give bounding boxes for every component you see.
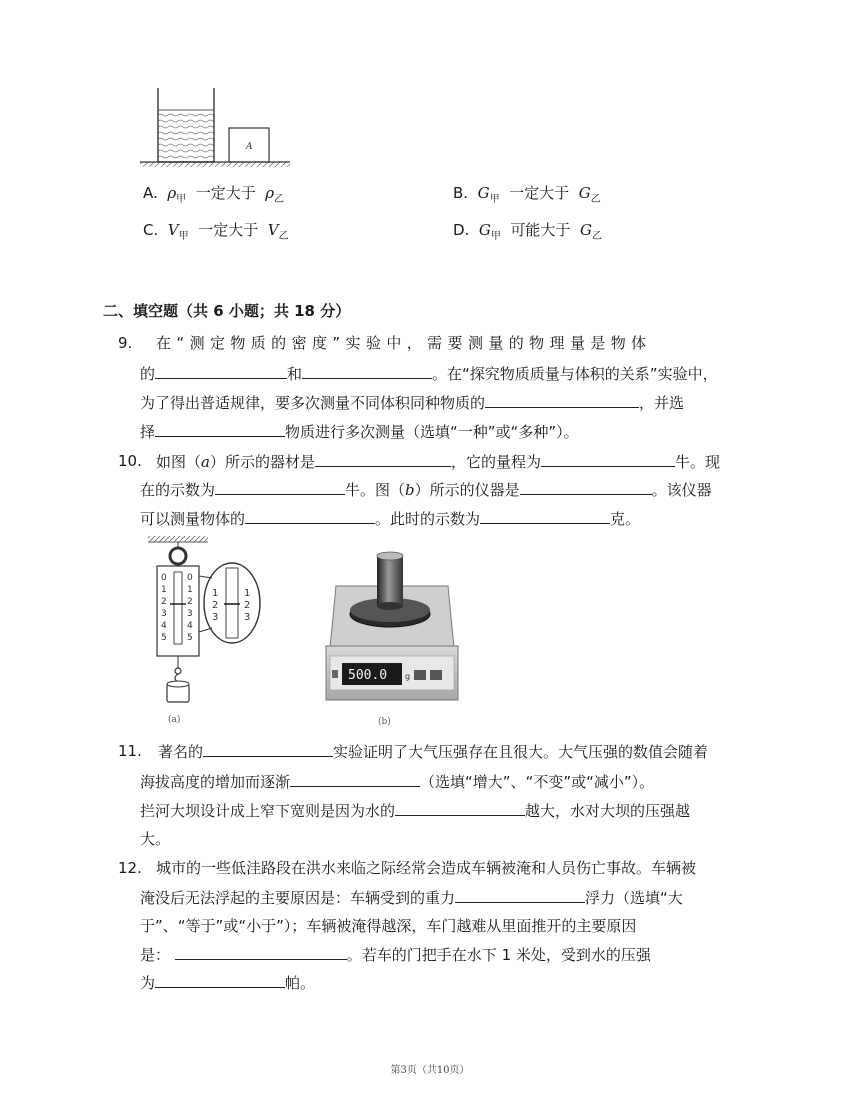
q12-line5: 为 帕。 (140, 971, 315, 994)
q10-blank-5[interactable] (245, 507, 375, 524)
svg-text:(a): (a) (168, 715, 181, 725)
balance-button-2 (430, 670, 442, 680)
svg-text:0: 0 (187, 573, 193, 583)
q11-blank-3[interactable] (395, 799, 525, 816)
svg-text:g: g (405, 672, 411, 681)
container-block-figure (138, 88, 308, 170)
svg-text:5: 5 (161, 633, 167, 643)
q9-number: 9. (118, 334, 133, 352)
svg-text:3: 3 (187, 609, 193, 619)
option-a[interactable]: A. $\rho_甲$ 一定大于 $\rho_乙$ (143, 184, 285, 205)
q10-blank-2[interactable] (541, 450, 675, 467)
balance-button-1 (414, 670, 426, 680)
q12-line4: 是： 。若车的门把手在水下 1 米处，受到水的压强 (140, 943, 651, 966)
q9-blank-4[interactable] (155, 420, 285, 437)
svg-text:5: 5 (187, 633, 193, 643)
svg-text:4: 4 (161, 621, 167, 631)
svg-text:1: 1 (212, 588, 219, 599)
q10-line1: 如图（a）所示的器材是 ，它的量程为 牛。现 (156, 450, 720, 473)
q11-line4: 大。 (140, 830, 171, 848)
page-footer: 第3页（共10页） (390, 1065, 470, 1076)
q10-blank-6[interactable] (480, 507, 610, 524)
q10-blank-4[interactable] (520, 478, 652, 495)
q12-blank-2[interactable] (175, 943, 347, 960)
svg-text:0: 0 (161, 573, 167, 583)
option-d[interactable]: D. $G_甲$ 可能大于 $G_乙$ (453, 221, 602, 242)
q11-line1: 著名的 实验证明了大气压强存在且很大。大气压强的数值会随着 (158, 740, 708, 763)
q9-blank-3[interactable] (485, 391, 639, 408)
q12-line1: 城市的一些低洼路段在洪水来临之际经常会造成车辆被淹和人员伤亡事故。车辆被 (156, 859, 697, 877)
q9-line4: 择 物质进行多次测量（选填“一种”或“多种”）。 (140, 420, 579, 443)
spring-scale-figure (140, 536, 275, 726)
q11-blank-1[interactable] (203, 740, 333, 757)
option-b[interactable]: B. $G_甲$ 一定大于 $G_乙$ (453, 184, 601, 205)
q10-blank-1[interactable] (315, 450, 451, 467)
svg-text:2: 2 (161, 597, 167, 607)
q9-blank-1[interactable] (155, 362, 287, 379)
svg-text:3: 3 (244, 612, 251, 623)
svg-text:1: 1 (244, 588, 251, 599)
section-title: 二、填空题（共 6 小题；共 18 分） (103, 302, 351, 320)
q9-line1: 在“测定物质的密度”实验中，需要测量的物理量是物体 (156, 334, 652, 352)
q12-line3: 于”、“等于”或“小于”）；车辆被淹得越深，车门越难从里面推开的主要原因 (140, 917, 637, 935)
svg-text:2: 2 (212, 600, 219, 611)
svg-text:500.0: 500.0 (348, 668, 388, 683)
svg-text:3: 3 (212, 612, 219, 623)
q10-blank-3[interactable] (215, 478, 345, 495)
q10-number: 10. (118, 452, 142, 470)
q11-number: 11. (118, 742, 142, 760)
svg-text:1: 1 (161, 585, 167, 595)
svg-text:A: A (246, 142, 253, 152)
svg-text:2: 2 (244, 600, 251, 611)
option-c[interactable]: C. $V_甲$ 一定大于 $V_乙$ (143, 221, 289, 242)
q12-blank-1[interactable] (455, 886, 585, 903)
q12-number: 12. (118, 859, 142, 877)
q10-line2: 在的示数为 牛。图（b）所示的仪器是 。该仪器 (140, 478, 712, 501)
svg-text:2: 2 (187, 597, 193, 607)
q9-line3: 为了得出普适规律，要多次测量不同体积同种物质的 ，并选 (140, 391, 684, 414)
q12-blank-3[interactable] (155, 971, 285, 988)
q11-line3: 拦河大坝设计成上窄下宽则是因为水的 越大，水对大坝的压强越 (140, 799, 690, 822)
q10-line3: 可以测量物体的 。此时的示数为 克。 (140, 507, 640, 530)
q9-line2: 的 和 。在“探究物质质量与体积的关系”实验中， (140, 362, 718, 385)
svg-text:1: 1 (187, 585, 193, 595)
q11-blank-2[interactable] (290, 770, 420, 787)
svg-text:3: 3 (161, 609, 167, 619)
svg-text:(b): (b) (378, 717, 391, 727)
q9-blank-2[interactable] (302, 362, 432, 379)
svg-text:4: 4 (187, 621, 193, 631)
weight-cylinder (377, 556, 403, 606)
electronic-balance-figure (322, 546, 462, 728)
q11-line2: 海拔高度的增加而逐渐 （选填“增大”、“不变”或“减小”）。 (140, 770, 654, 793)
q12-line2: 淹没后无法浮起的主要原因是：车辆受到的重力 浮力（选填“大 (140, 886, 683, 909)
